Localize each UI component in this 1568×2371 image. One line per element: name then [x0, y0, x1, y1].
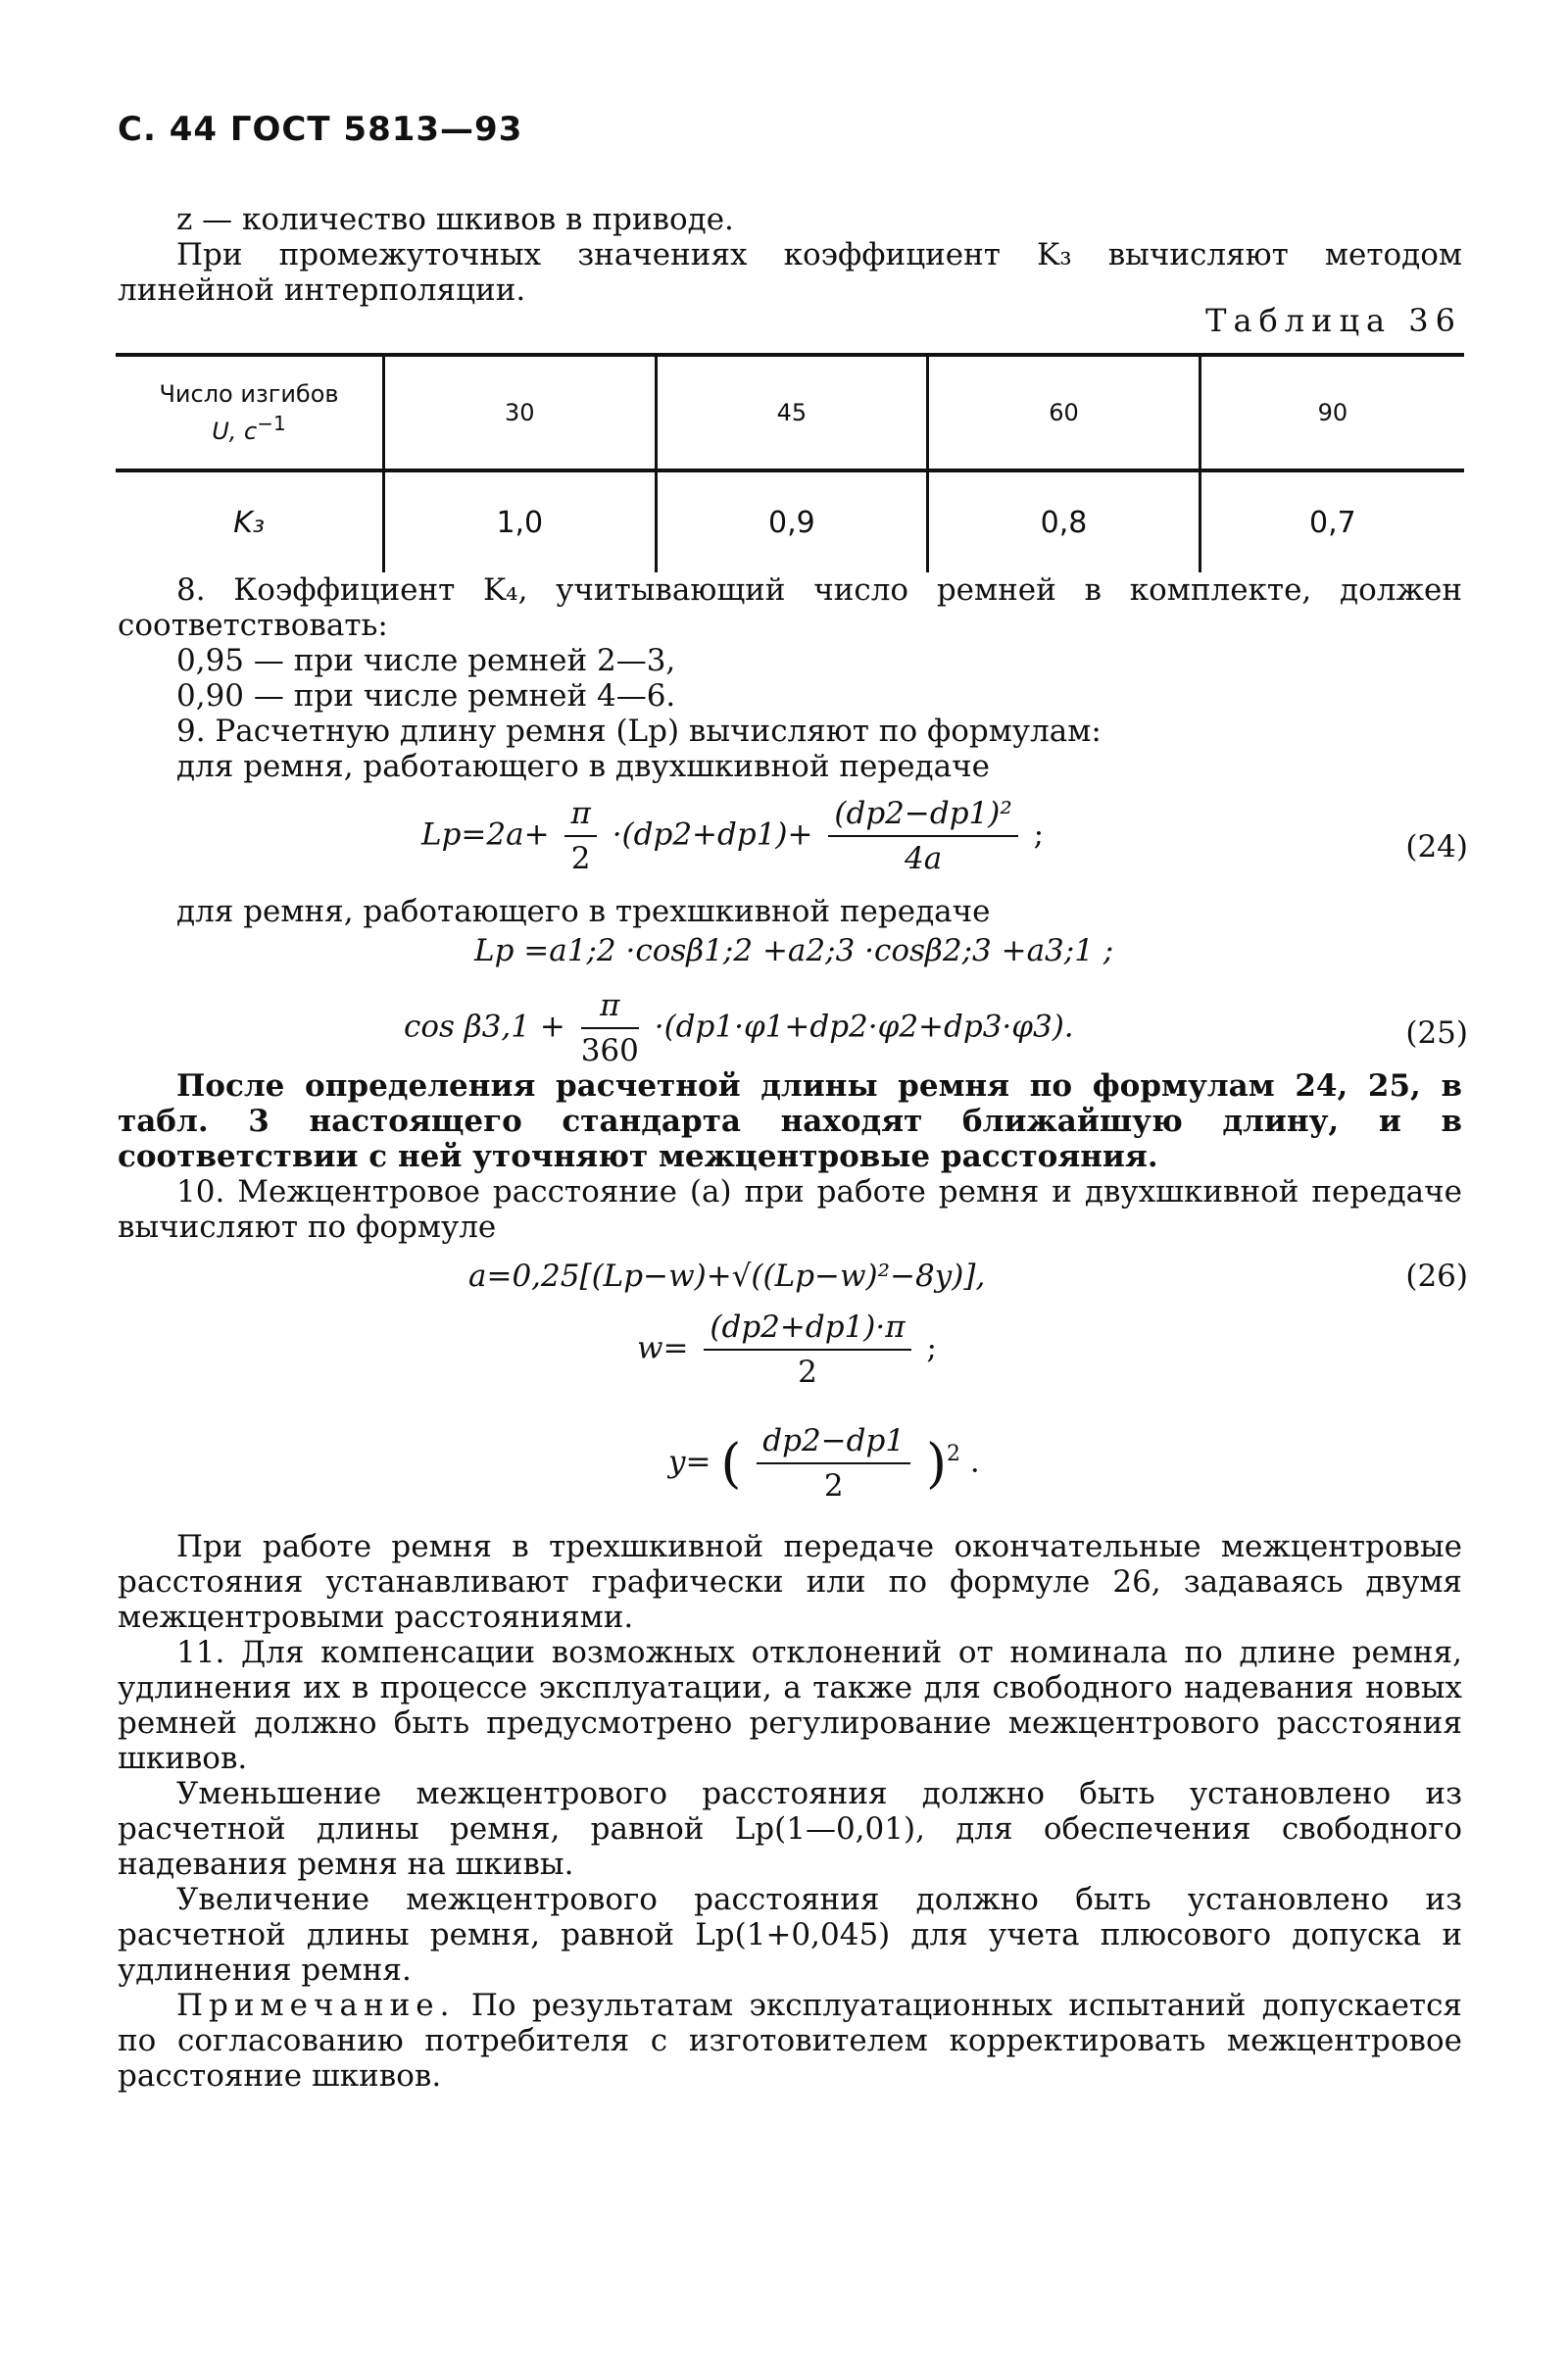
- section-8-item-2: 0,90 — при числе ремней 4—6.: [176, 678, 676, 714]
- after-formulas-text: После определения расчетной длины ремня по формулам 24, 25, в табл. 3 настоящего стандарта находят ближайшую длину, и в соответствии с ней уточняют межцентровые расстояния.: [118, 1068, 1462, 1174]
- section-11-p1: 11. Для компенсации возможных отклонений от номинала по длине ремня, удлинения их в процессе эксплуатации, а также для свободного надевания новых ремней должно быть предусмотрено регулирование межцентрового расстояния шкивов.: [118, 1635, 1462, 1776]
- f25-frac: [581, 988, 639, 1068]
- y-lparen: (: [720, 1432, 742, 1495]
- page-header: С. 44 ГОСТ 5813—93: [118, 110, 523, 149]
- table-col-60: 60: [928, 355, 1200, 470]
- equation-number-25: (25): [1405, 1015, 1468, 1051]
- three-pulley-distances: При работе ремня в трехшкивной передаче окончательные межцентровые расстояния устанавливают графически или по формуле 26, задаваясь двумя межцентровыми расстояниями.: [118, 1529, 1462, 1635]
- formula-26: a=0,25[(Lp−w)+√((Lp−w)²−8y)],: [468, 1259, 986, 1294]
- k3-table: [116, 353, 1464, 572]
- y-rparen: ): [925, 1432, 948, 1495]
- table-cell: 0,8: [928, 470, 1200, 572]
- f24-pi: π: [564, 796, 596, 837]
- formula-y: [668, 1423, 980, 1504]
- section-9-intro: 9. Расчетную длину ремня (Lp) вычисляют по формулам:: [176, 714, 1102, 749]
- note-text: По результатам эксплуатационных испытаний допускается по согласованию потребителя с изготовителем корректировать межцентровое расстояние шкивов.: [118, 1988, 1462, 2094]
- note-block: [118, 1988, 1462, 2094]
- table-caption: Таблица 36: [1205, 302, 1462, 339]
- table-cell: 0,9: [656, 470, 928, 572]
- f25-post: ·(dp1·φ1+dp2·φ2+dp3·φ3).: [654, 1009, 1074, 1045]
- note-label: Примечание.: [176, 1988, 456, 2023]
- w-end: ;: [926, 1330, 937, 1366]
- f24-lhs: Lp=2a+: [421, 816, 550, 853]
- table-header-label: [116, 355, 384, 470]
- z-definition: z — количество шкивов в приводе.: [176, 202, 734, 237]
- table-row: [116, 470, 1464, 572]
- table-col-45: 45: [656, 355, 928, 470]
- two-pulley-text: для ремня, работающего в двухшкивной передаче: [176, 749, 990, 784]
- section-10-intro: 10. Межцентровое расстояние (a) при работе ремня и двухшкивной передаче вычисляют по формуле: [118, 1174, 1462, 1245]
- formula-24: [421, 796, 1044, 876]
- w-frac: [704, 1309, 910, 1390]
- row-label-k3: K₃: [233, 505, 265, 540]
- y-end: .: [969, 1444, 980, 1480]
- formula-25-line2: [404, 988, 1074, 1068]
- table-cell: 1,0: [384, 470, 657, 572]
- table-cell: 0,7: [1200, 470, 1464, 572]
- f24-pi-frac: [564, 796, 596, 876]
- header-label-line2: U, c: [212, 418, 258, 445]
- interpolation-text: При промежуточных значениях коэффициент K₃ вычисляют методом линейной интерполяции.: [118, 237, 1462, 308]
- section-11-p3: Увеличение межцентрового расстояния должно быть установлено из расчетной длины ремня, равной Lp(1+0,045) для учета плюсового допуска и удлинения ремня.: [118, 1882, 1462, 1988]
- f25-pre: cos β3,1 +: [404, 1009, 565, 1045]
- f24-den: 4a: [904, 841, 943, 876]
- f24-sq-frac: [828, 796, 1017, 876]
- table-col-30: 30: [384, 355, 657, 470]
- header-label-sup: −1: [257, 412, 286, 435]
- w-num: (dp2+dp1)·π: [704, 1309, 910, 1351]
- y-den: 2: [823, 1468, 844, 1504]
- section-11-p2: Уменьшение межцентрового расстояния должно быть установлено из расчетной длины ремня, равной Lp(1—0,01), для обеспечения свободного надевания ремня на шкивы.: [118, 1776, 1462, 1882]
- w-den: 2: [798, 1355, 817, 1390]
- header-label-line1: Число изгибов: [159, 380, 339, 408]
- y-frac: [757, 1423, 910, 1504]
- formula-w: [637, 1309, 937, 1390]
- f24-num: (dp2−dp1)²: [828, 796, 1017, 837]
- three-pulley-text: для ремня, работающего в трехшкивной передаче: [176, 894, 991, 929]
- formula-25-line1: Lp =a1;2 ·cosβ1;2 +a2;3 ·cosβ2;3 +a3;1 ;: [474, 933, 1114, 968]
- y-num: dp2−dp1: [757, 1423, 910, 1464]
- y-lhs: y=: [668, 1444, 711, 1480]
- f24-mid: ·(dp2+dp1)+: [612, 816, 813, 853]
- section-8-intro: 8. Коэффициент K₄, учитывающий число ремней в комплекте, должен соответствовать:: [118, 572, 1462, 643]
- w-lhs: w=: [637, 1330, 689, 1366]
- f24-two: 2: [570, 841, 591, 876]
- y-exponent: 2: [947, 1442, 961, 1467]
- f25-360: 360: [580, 1033, 639, 1068]
- table-col-90: 90: [1200, 355, 1464, 470]
- f25-pi: π: [581, 988, 639, 1029]
- equation-number-26: (26): [1405, 1259, 1468, 1294]
- f24-end: ;: [1033, 816, 1045, 853]
- equation-number-24: (24): [1405, 829, 1468, 864]
- section-8-item-1: 0,95 — при числе ремней 2—3,: [176, 643, 676, 678]
